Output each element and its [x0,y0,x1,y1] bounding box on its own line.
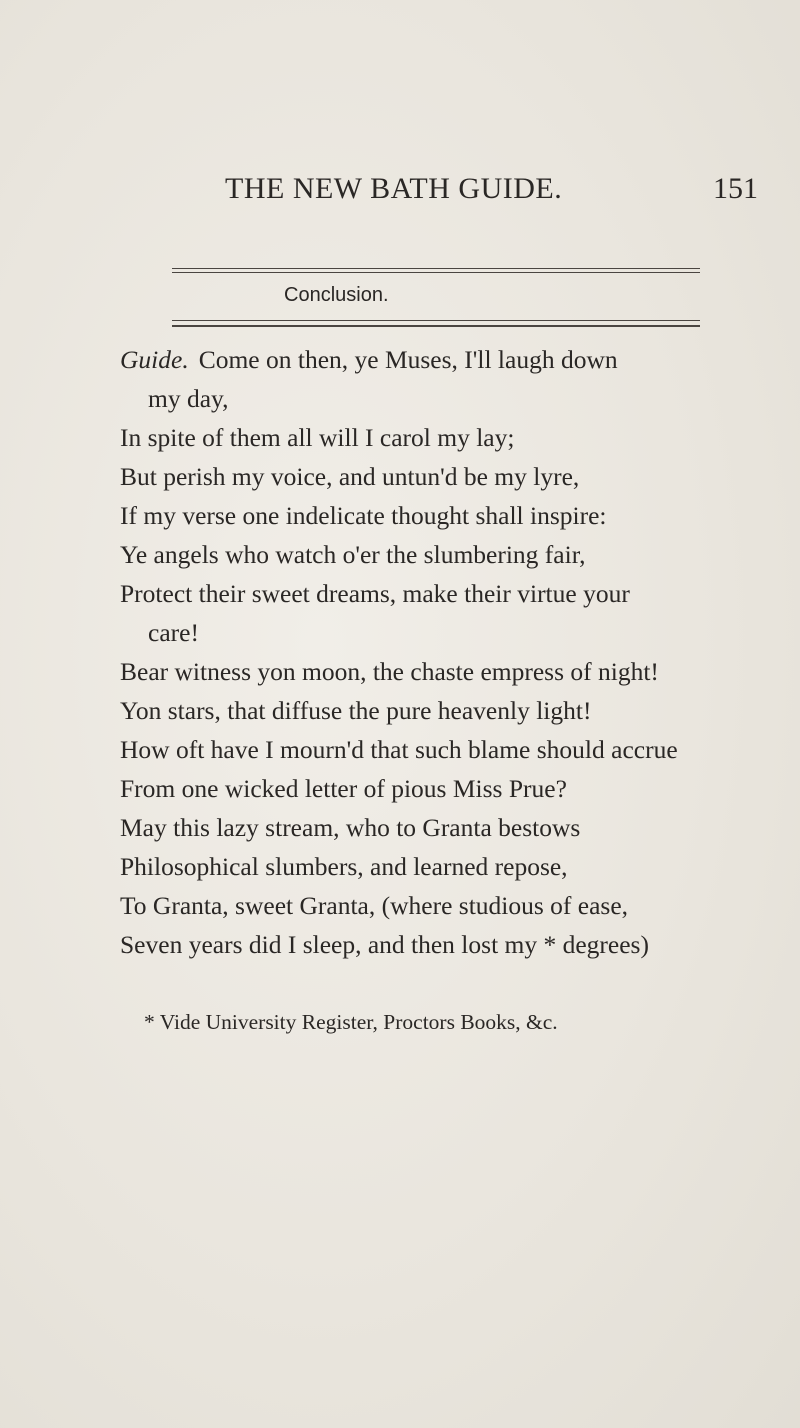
poem-line-text: To Granta, sweet Granta, (where studious of ease, [120,891,629,920]
poem-line-text: Philosophical slumbers, and learned repose, [120,852,568,881]
poem-line-text: Seven years did I sleep, and then lost my * degrees) [120,930,649,959]
poem-line-text: Ye angels who watch o'er the slumbering fair, [120,540,586,569]
running-title: THE NEW BATH GUIDE. [225,172,563,205]
poem-line [120,847,740,886]
header-rule-top [172,268,700,269]
poem-line-text: Come on then, ye Muses, I'll laugh down [198,345,618,374]
poem-line [120,574,740,613]
footnote: * Vide University Register, Proctors Books, &c. [144,1010,558,1034]
poem-line [120,457,740,496]
poem-text [120,340,740,964]
poem-line [120,691,740,730]
header-rule-bottom [172,320,700,321]
poem-line [120,379,740,418]
poem-line-text: care! [148,618,199,647]
poem-line-text: Yon stars, that diffuse the pure heavenly light! [120,696,592,725]
poem-line [120,886,740,925]
poem-line-text: May this lazy stream, who to Granta bestows [120,813,581,842]
poem-line-text: If my verse one indelicate thought shall inspire: [120,501,607,530]
poem-line-text: How oft have I mourn'd that such blame should accrue [120,735,678,764]
poem-line [120,496,740,535]
poem-line [120,925,740,964]
header-rule-top-double [172,272,700,273]
poem-line [120,652,740,691]
poem-line [120,535,740,574]
poem-line-text: From one wicked letter of pious Miss Prue? [120,774,567,803]
poem-line-text: my day, [148,384,229,413]
section-title: Conclusion. [284,284,389,306]
page-number: 151 [713,172,758,205]
poem-line [120,613,740,652]
header-rule-bottom-thick [172,325,700,327]
poem-line-text: But perish my voice, and untun'd be my lyre, [120,462,580,491]
poem-line [120,418,740,457]
poem-line [120,730,740,769]
poem-line-text: Bear witness yon moon, the chaste empress of night! [120,657,659,686]
poem-line-text: In spite of them all will I carol my lay; [120,423,515,452]
speaker-label: Guide. [120,345,189,374]
poem-line [120,769,740,808]
poem-line [120,808,740,847]
poem-line-text: Protect their sweet dreams, make their virtue your [120,579,630,608]
poem-line [120,340,740,379]
